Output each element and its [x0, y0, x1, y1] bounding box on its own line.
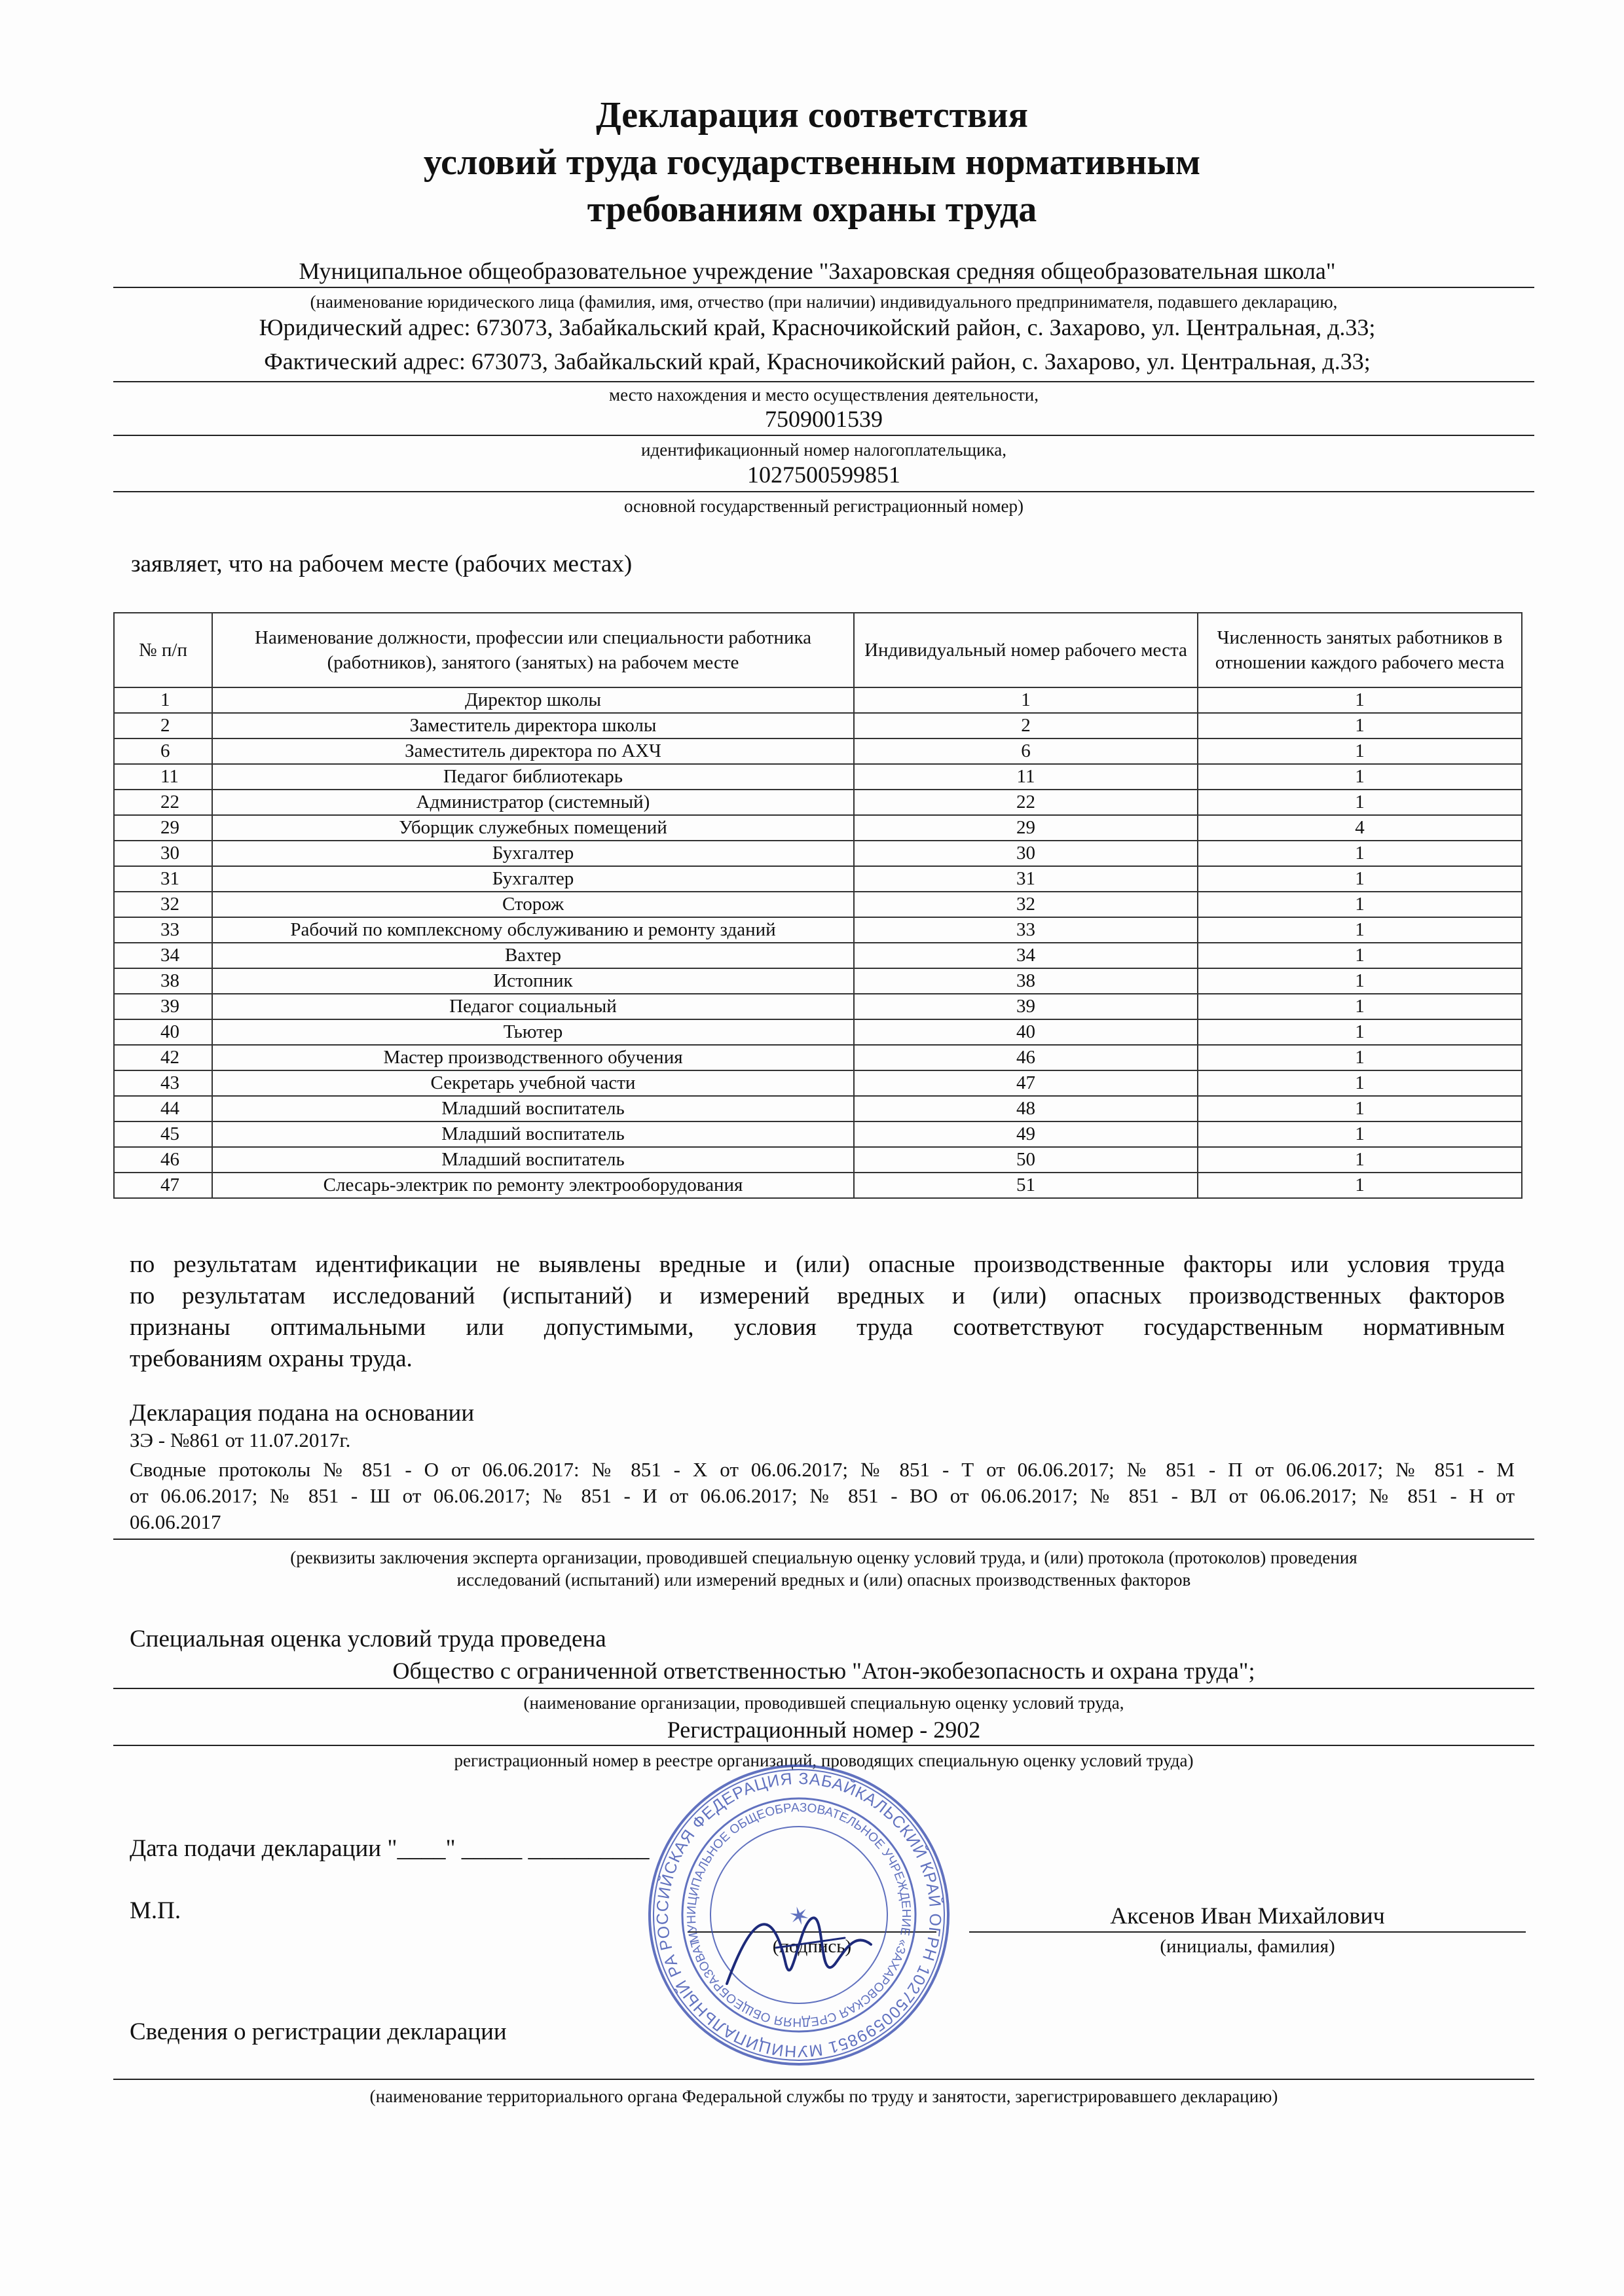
basis-caption-line-1: (реквизиты заключения эксперта организации, проводившей специальную оценку условий труда, и (или) протокола (протоколов) проведения [290, 1548, 1357, 1567]
row-position: Младший воспитатель [212, 1121, 854, 1147]
row-employee-count: 1 [1198, 994, 1522, 1019]
signer-caption: (инициалы, фамилия) [1160, 1936, 1335, 1957]
row-employee-count: 1 [1198, 917, 1522, 943]
title-line-2: условий труда государственным нормативным [423, 142, 1201, 183]
header-workplace-id: Индивидуальный номер рабочего места [854, 613, 1198, 687]
table-row [114, 866, 1522, 892]
row-position: Педагог библиотекарь [212, 764, 854, 790]
row-number: 11 [114, 764, 212, 790]
basis-heading: Декларация подана на основании [130, 1400, 475, 1427]
rule [113, 287, 1534, 288]
assessment-reg-caption: регистрационный номер в реестре организаций, проводящих специальную оценку условий труда) [454, 1751, 1194, 1770]
row-workplace-id: 2 [854, 713, 1198, 738]
assessment-reg-number: Регистрационный номер - 2902 [667, 1717, 981, 1743]
table-row [114, 790, 1522, 815]
row-number: 38 [114, 968, 212, 994]
row-employee-count: 1 [1198, 1045, 1522, 1070]
row-employee-count: 1 [1198, 1096, 1522, 1121]
row-position: Рабочий по комплексному обслуживанию и ремонту зданий [212, 917, 854, 943]
rule [113, 435, 1534, 436]
basis-protocols-line-2: от 06.06.2017; № 851 - Ш от 06.06.2017; № 851 - И от 06.06.2017; № 851 - ВО от 06.06.2017; № 851 - ВЛ от 06.06.2017; № 851 - Н от [130, 1484, 1515, 1507]
table-row [114, 1019, 1522, 1045]
address-caption: место нахождения и место осуществления деятельности, [609, 385, 1039, 405]
row-number: 34 [114, 943, 212, 968]
row-position: Истопник [212, 968, 854, 994]
table-header-row [114, 613, 1522, 687]
table-row [114, 713, 1522, 738]
basis-caption-line-2: исследований (испытаний) или измерений вредных и (или) опасных производственных факторов [456, 1570, 1191, 1590]
row-position: Младший воспитатель [212, 1147, 854, 1173]
legal-address: Юридический адрес: 673073, Забайкальский край, Красночикойский район, с. Захарово, ул. Центральная, д.33; [259, 314, 1376, 340]
table-row [114, 1045, 1522, 1070]
table-row [114, 1147, 1522, 1173]
seal-inner-text: МУНИЦИПАЛЬНОЕ ОБЩЕОБРАЗОВАТЕЛЬНОЕ УЧРЕЖДЕНИЕ «ЗАХАРОВСКАЯ СРЕДНЯЯ ОБЩЕОБРАЗОВАТЕЛЬНАЯ [684, 1800, 913, 2030]
row-employee-count: 1 [1198, 1173, 1522, 1198]
row-employee-count: 1 [1198, 713, 1522, 738]
assessment-heading: Специальная оценка условий труда проведена [130, 1626, 606, 1652]
row-workplace-id: 30 [854, 841, 1198, 866]
header-position: Наименование должности, профессии или специальности работника (работников), занятого (занятых) на рабочем месте [212, 613, 854, 687]
row-position: Бухгалтер [212, 866, 854, 892]
row-employee-count: 1 [1198, 943, 1522, 968]
table-row [114, 1173, 1522, 1198]
row-number: 40 [114, 1019, 212, 1045]
result-line-3: признаны оптимальными или допустимыми, условия труда соответствуют государственным нормативным [130, 1314, 1505, 1341]
row-employee-count: 1 [1198, 687, 1522, 713]
table-row [114, 1096, 1522, 1121]
row-position: Младший воспитатель [212, 1096, 854, 1121]
row-position: Тьютер [212, 1019, 854, 1045]
result-line-1: по результатам идентификации не выявлены вредные и (или) опасные производственные факторы или условия труда [130, 1251, 1505, 1278]
table-row [114, 943, 1522, 968]
row-employee-count: 1 [1198, 841, 1522, 866]
row-position: Мастер производственного обучения [212, 1045, 854, 1070]
row-workplace-id: 6 [854, 738, 1198, 764]
row-employee-count: 1 [1198, 790, 1522, 815]
row-workplace-id: 33 [854, 917, 1198, 943]
assessment-org-caption: (наименование организации, проводившей специальную оценку условий труда, [523, 1693, 1124, 1713]
declarant-name-caption: (наименование юридического лица (фамилия, имя, отчество (при наличии) индивидуального предпринимателя, подавшего декларацию, [310, 292, 1338, 312]
rule [113, 491, 1534, 492]
seal-place-label: М.П. [130, 1897, 181, 1924]
assessment-organization: Общество с ограниченной ответственностью "Атон-экобезопасность и охрана труда"; [392, 1658, 1255, 1684]
row-employee-count: 1 [1198, 1070, 1522, 1096]
basis-protocols-line-1: Сводные протоколы № 851 - О от 06.06.2017: № 851 - Х от 06.06.2017; № 851 - Т от 06.06.2017; № 851 - П от 06.06.2017; № 851 - М [130, 1458, 1515, 1481]
row-number: 30 [114, 841, 212, 866]
rule [113, 1745, 1534, 1746]
row-workplace-id: 34 [854, 943, 1198, 968]
table-row [114, 968, 1522, 994]
row-employee-count: 1 [1198, 764, 1522, 790]
row-workplace-id: 11 [854, 764, 1198, 790]
row-number: 32 [114, 892, 212, 917]
row-position: Слесарь-электрик по ремонту электрооборудования [212, 1173, 854, 1198]
row-employee-count: 1 [1198, 866, 1522, 892]
row-employee-count: 1 [1198, 738, 1522, 764]
registration-heading: Сведения о регистрации декларации [130, 2018, 507, 2045]
table-row [114, 764, 1522, 790]
rule [113, 1688, 1534, 1689]
row-position: Вахтер [212, 943, 854, 968]
row-workplace-id: 48 [854, 1096, 1198, 1121]
row-number: 39 [114, 994, 212, 1019]
table-row [114, 1121, 1522, 1147]
row-position: Заместитель директора школы [212, 713, 854, 738]
table-row [114, 841, 1522, 866]
header-number: № п/п [114, 613, 212, 687]
row-workplace-id: 31 [854, 866, 1198, 892]
row-position: Педагог социальный [212, 994, 854, 1019]
row-number: 1 [114, 687, 212, 713]
row-workplace-id: 1 [854, 687, 1198, 713]
row-workplace-id: 51 [854, 1173, 1198, 1198]
row-workplace-id: 32 [854, 892, 1198, 917]
row-number: 44 [114, 1096, 212, 1121]
row-position: Уборщик служебных помещений [212, 815, 854, 841]
row-number: 2 [114, 713, 212, 738]
table-row [114, 1070, 1522, 1096]
rule [113, 2079, 1534, 2080]
title-line-3: требованиям охраны труда [587, 189, 1037, 230]
table-row [114, 917, 1522, 943]
handwritten-signature [714, 1886, 884, 2016]
row-position: Директор школы [212, 687, 854, 713]
seal-star-icon: ✶ [785, 1901, 813, 1933]
row-position: Администратор (системный) [212, 790, 854, 815]
rule [113, 381, 1534, 382]
row-number: 47 [114, 1173, 212, 1198]
row-employee-count: 1 [1198, 1147, 1522, 1173]
registration-caption: (наименование территориального органа Федеральной службы по труду и занятости, зарегистрировавшего декларацию) [369, 2086, 1278, 2106]
row-workplace-id: 38 [854, 968, 1198, 994]
signer-name: Аксенов Иван Михайлович [1110, 1903, 1385, 1929]
row-employee-count: 1 [1198, 1121, 1522, 1147]
ogrn-caption: основной государственный регистрационный номер) [623, 496, 1024, 516]
row-number: 33 [114, 917, 212, 943]
row-number: 22 [114, 790, 212, 815]
row-employee-count: 4 [1198, 815, 1522, 841]
row-position: Секретарь учебной части [212, 1070, 854, 1096]
actual-address: Фактический адрес: 673073, Забайкальский край, Красночикойский район, с. Захарово, ул. Центральная, д.33; [264, 348, 1371, 374]
basis-conclusion: ЗЭ - №861 от 11.07.2017г. [130, 1429, 351, 1451]
ogrn-value: 1027500599851 [747, 462, 900, 488]
submission-date: Дата подачи декларации "____" _____ __________ [130, 1835, 650, 1862]
row-employee-count: 1 [1198, 892, 1522, 917]
table-row [114, 738, 1522, 764]
row-number: 31 [114, 866, 212, 892]
row-workplace-id: 50 [854, 1147, 1198, 1173]
row-number: 42 [114, 1045, 212, 1070]
table-row [114, 815, 1522, 841]
row-number: 46 [114, 1147, 212, 1173]
row-employee-count: 1 [1198, 968, 1522, 994]
row-position: Бухгалтер [212, 841, 854, 866]
row-number: 45 [114, 1121, 212, 1147]
row-employee-count: 1 [1198, 1019, 1522, 1045]
result-line-4: требованиям охраны труда. [130, 1345, 413, 1372]
title-line-1: Декларация соответствия [596, 95, 1028, 136]
row-workplace-id: 29 [854, 815, 1198, 841]
table-row [114, 892, 1522, 917]
row-workplace-id: 46 [854, 1045, 1198, 1070]
row-workplace-id: 49 [854, 1121, 1198, 1147]
seal-outer-text: РОССИЙСКАЯ ФЕДЕРАЦИЯ ЗАБАЙКАЛЬСКИЙ КРАЙ ОГРН 1027500599851 МУНИЦИПАЛЬНЫЙ РАЙОН [653, 1769, 945, 2061]
signature-caption: (подпись) [772, 1936, 852, 1957]
row-position: Сторож [212, 892, 854, 917]
row-workplace-id: 39 [854, 994, 1198, 1019]
inn-value: 7509001539 [765, 406, 883, 432]
declarant-name: Муниципальное общеобразовательное учреждение "Захаровская средняя общеобразовательная школа" [299, 258, 1336, 284]
row-position: Заместитель директора по АХЧ [212, 738, 854, 764]
row-number: 29 [114, 815, 212, 841]
row-number: 6 [114, 738, 212, 764]
row-number: 43 [114, 1070, 212, 1096]
inn-caption: идентификационный номер налогоплательщика, [641, 440, 1006, 460]
header-employee-count: Численность занятых работников в отношении каждого рабочего места [1198, 613, 1522, 687]
row-workplace-id: 22 [854, 790, 1198, 815]
table-row [114, 994, 1522, 1019]
table-body [114, 687, 1522, 1198]
basis-protocols-line-3: 06.06.2017 [130, 1510, 221, 1533]
row-workplace-id: 47 [854, 1070, 1198, 1096]
statement-intro: заявляет, что на рабочем месте (рабочих местах) [131, 551, 633, 577]
table-row [114, 687, 1522, 713]
rule [969, 1931, 1526, 1933]
result-line-2: по результатам исследований (испытаний) и измерений вредных и (или) опасных производственных факторов [130, 1283, 1505, 1309]
workplaces-table [113, 612, 1522, 1199]
row-workplace-id: 40 [854, 1019, 1198, 1045]
rule [113, 1539, 1534, 1540]
